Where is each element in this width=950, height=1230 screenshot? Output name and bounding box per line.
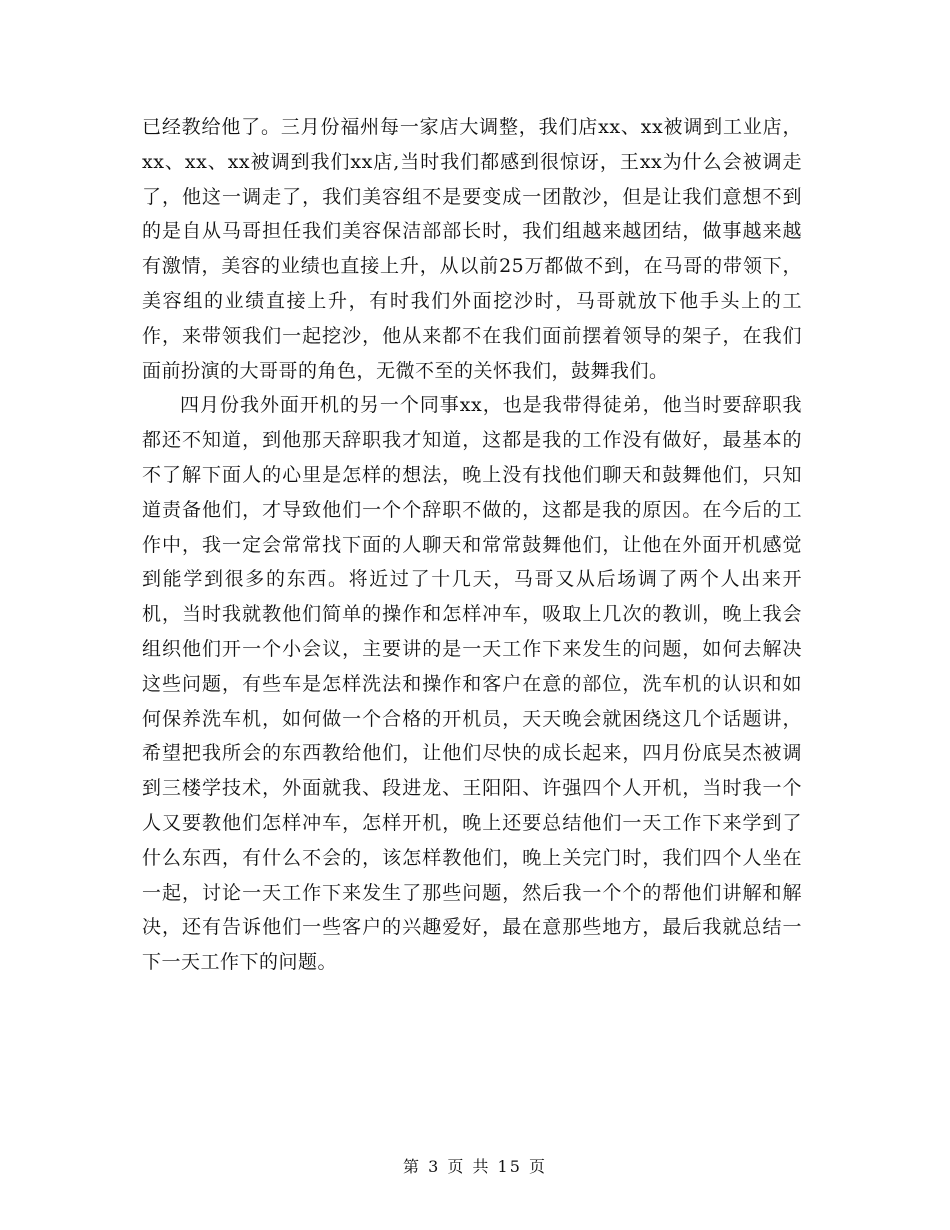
paragraph-2: 四月份我外面开机的另一个同事xx，也是我带得徒弟，他当时要辞职我都还不知道，到他那天辞职我才知道，这都是我的工作没有做好，最基本的不了解下面人的心里是怎样的想法，晚上没有找他们聊天和鼓舞他们，只知道责备他们，才导致他们一个个辞职不做的，这都是我的原因。在今后的工作中，我一定会常常找下面的人聊天和常常鼓舞他们，让他在外面开机感觉到能学到很多的东西。将近过了十几天，马哥又从后场调了两个人出来开机，当时我就教他们简单的操作和怎样冲车，吸取上几次的教训，晚上我会组织他们开一个小会议，主要讲的是一天工作下来发生的问题，如何去解决这些问题，有些车是怎样洗法和操作和客户在意的部位，洗车机的认识和如何保养洗车机，如何做一个合格的开机员，天天晚会就困绕这几个话题讲，希望把我所会的东西教给他们，让他们尽快的成长起来，四月份底吴杰被调到三楼学技术，外面就我、段进龙、王阳阳、许强四个人开机，当时我一个人又要教他们怎样冲车，怎样开机，晚上还要总结他们一天工作下来学到了什么东西，有什么不会的，该怎样教他们，晚上关完门时，我们四个人坐在一起，讨论一天工作下来发生了那些问题，然后我一个个的帮他们讲解和解决，还有告诉他们一些客户的兴趣爱好，最在意那些地方，最后我就总结一下一天工作下的问题。: [142, 394, 802, 974]
paragraph-1: 已经教给他了。三月份福州每一家店大调整，我们店xx、xx被调到工业店，xx、xx、xx被调到我们xx店,当时我们都感到很惊讶，王xx为什么会被调走了，他这一调走了，我们美容组不是要变成一团散沙，但是让我们意想不到的是自从马哥担任我们美容保洁部部长时，我们组越来越团结，做事越来越有激情，美容的业绩也直接上升，从以前25万都做不到，在马哥的带领下，美容组的业绩直接上升，有时我们外面挖沙时，马哥就放下他手头上的工作，来带领我们一起挖沙，他从来都不在我们面前摆着领导的架子，在我们面前扮演的大哥哥的角色，无微不至的关怀我们，鼓舞我们。: [142, 116, 802, 382]
page-number-footer: 第 3 页 共 15 页: [403, 1157, 547, 1176]
document-body: [142, 110, 802, 980]
